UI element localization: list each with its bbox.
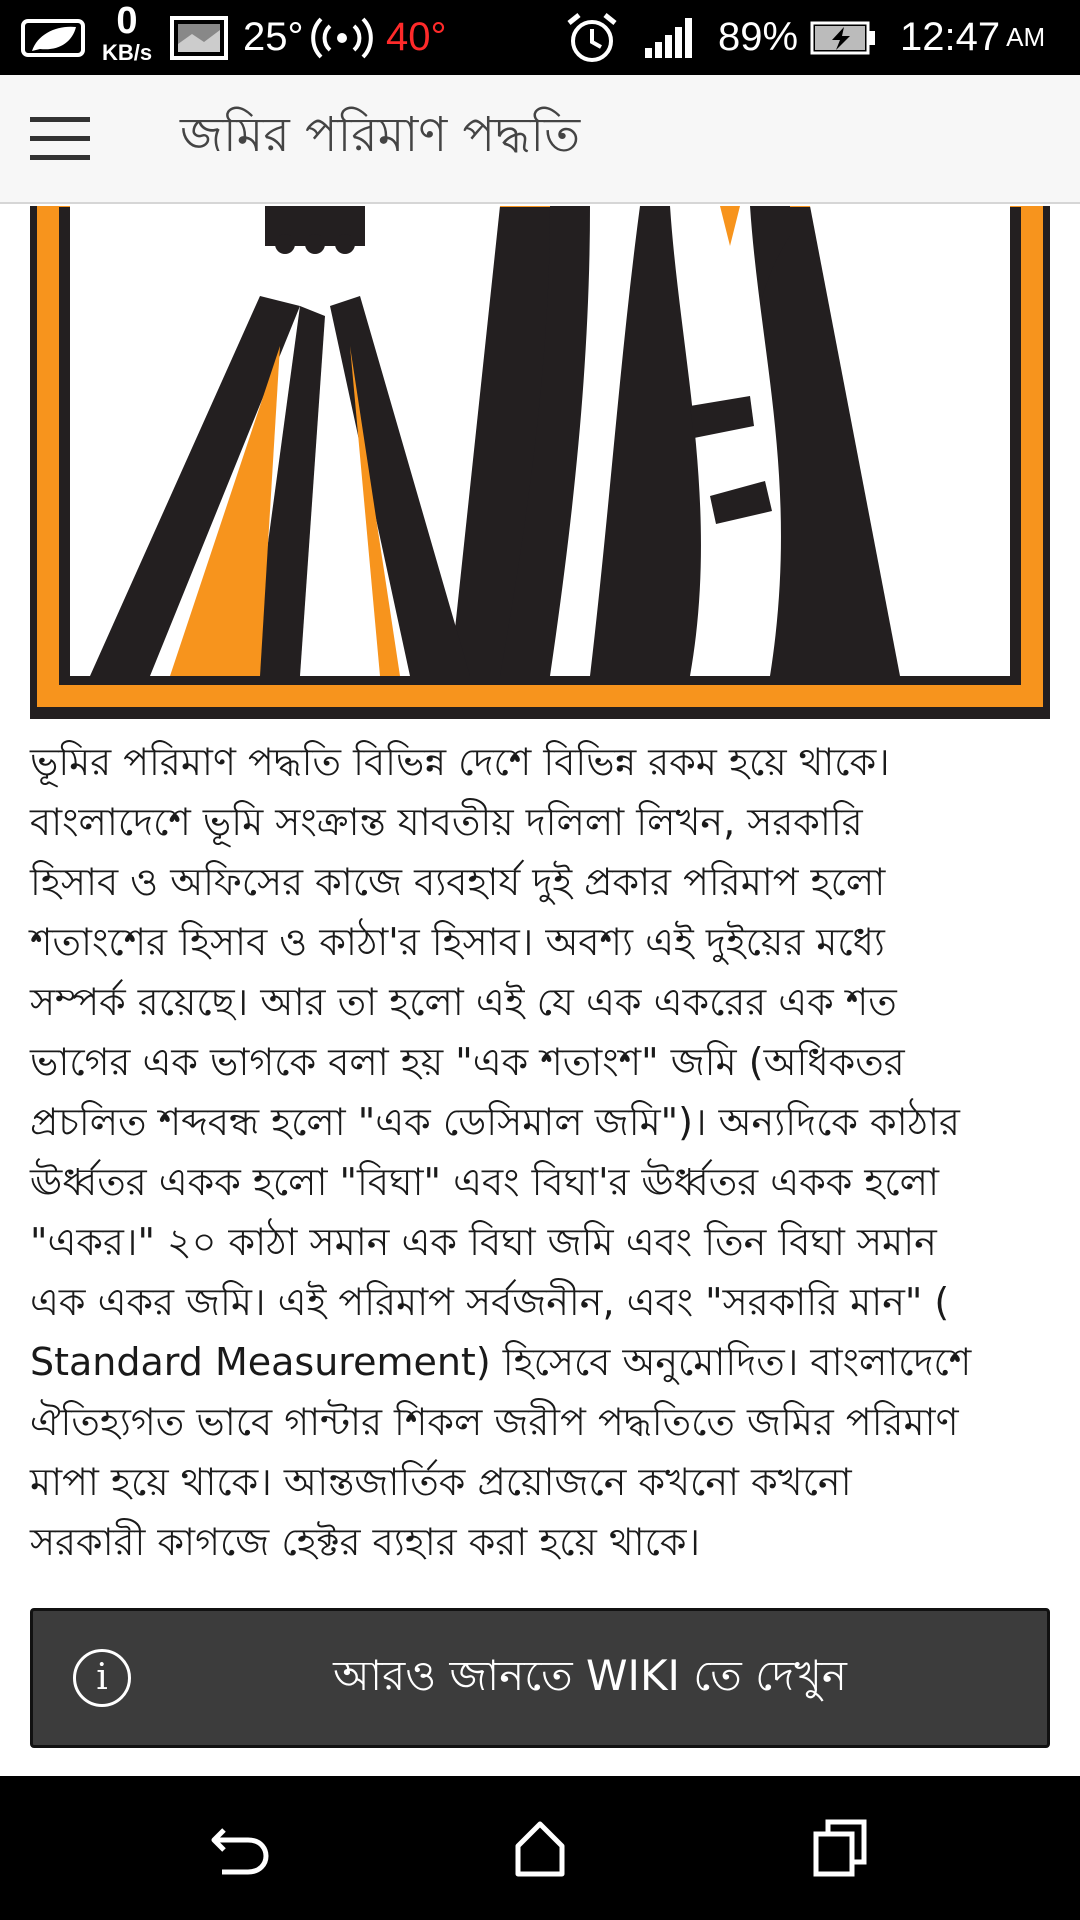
signal-icon bbox=[645, 0, 703, 75]
wiki-button[interactable] bbox=[30, 1608, 1050, 1748]
wiki-button-label: আরও জানতে WIKI তে দেখুন bbox=[333, 1650, 847, 1700]
navigation-bar bbox=[0, 1776, 1080, 1920]
info-icon: i bbox=[73, 1649, 131, 1707]
network-speed-unit: KB/s bbox=[101, 40, 153, 65]
cpu-temperature: 40° bbox=[386, 15, 447, 59]
battery-charging-icon bbox=[810, 0, 876, 75]
alarm-icon bbox=[565, 0, 619, 75]
home-icon[interactable] bbox=[500, 1816, 580, 1880]
land-surveyor-illustration bbox=[30, 206, 1050, 719]
recents-icon[interactable] bbox=[800, 1816, 880, 1880]
clock-ampm: AM bbox=[1006, 22, 1046, 52]
leaf-badge-icon bbox=[20, 0, 86, 75]
hamburger-menu-icon[interactable] bbox=[30, 117, 90, 161]
network-speed bbox=[92, 2, 162, 66]
page-title: জমির পরিমাণ পদ্ধতি bbox=[180, 107, 581, 163]
battery-percent: 89% bbox=[718, 15, 799, 59]
clock-time: 12:47 bbox=[900, 15, 1001, 59]
app-bar bbox=[0, 75, 1080, 204]
clock bbox=[900, 0, 1045, 75]
network-speed-value: 0 bbox=[116, 0, 138, 42]
temperature: 25° bbox=[243, 15, 304, 59]
status-bar bbox=[0, 0, 1080, 75]
article-text: ভূমির পরিমাণ পদ্ধতি বিভিন্ন দেশে বিভিন্ন রকম হয়ে থাকে। বাংলাদেশে ভূমি সংক্রান্ত যাবতীয় দলিলা লিখন, সরকারি হিসাব ও অফিসের কাজে ব্যবহার্য দুই প্রকার পরিমাপ হলো শতাংশের হিসাব ও কাঠা'র হিসাব। অবশ্য এই দুইয়ের মধ্যে সম্পর্ক রয়েছে। আর তা হলো এই যে এক একরের এক শত ভাগের এক ভাগকে বলা হয় "এক শতাংশ" জমি (অধিকতর প্রচলিত শব্দবন্ধ হলো "এক ডেসিমাল জমি")। অন্যদিকে কাঠার ঊর্ধ্বতর একক হলো "বিঘা" এবং বিঘা'র ঊর্ধ্বতর একক হলো "একর।" ২০ কাঠা সমান এক বিঘা জমি এবং তিন বিঘা সমান এক একর জমি। এই পরিমাপ সর্বজনীন, এবং "সরকারি মান" ( Standard Measurement) হিসেবে অনুমোদিত। বাংলাদেশে ঐতিহ্যগত ভাবে গান্টার শিকল জরীপ পদ্ধতিতে জমির পরিমাণ মাপা হয়ে থাকে। আন্তজার্তিক প্রয়োজনে কখনো কখনো সরকারী কাগজে হেক্টর ব্যহার করা হয়ে থাকে। bbox=[30, 740, 972, 1564]
hotspot-icon bbox=[310, 0, 374, 75]
back-icon[interactable] bbox=[200, 1816, 280, 1880]
gallery-icon bbox=[170, 0, 228, 75]
